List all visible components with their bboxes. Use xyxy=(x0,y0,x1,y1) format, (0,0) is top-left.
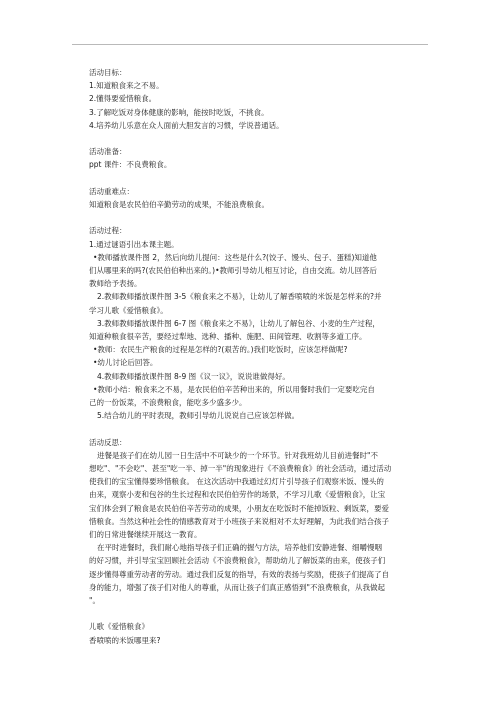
reflection-line: "。 xyxy=(89,596,100,606)
reflection-line: 由来，观察小麦和包谷的生长过程和农民伯伯劳作的场景，不学习儿歌《爱惜粮食》，让宝 xyxy=(89,490,386,500)
focus-heading: 活动重难点： xyxy=(89,186,134,196)
song-line: 香喷喷的米饭哪里来? xyxy=(89,635,161,645)
process-line: 5.结合幼儿的平时表现，教师引导幼儿说说自己应该怎样做。 xyxy=(97,411,300,421)
reflection-line: 惜粮食。当然这种社会性的情感教育对于小班孩子来说相对不太好理解，为此我们结合孩子 xyxy=(89,516,389,526)
goal-item: 1.知道粮食来之不易。 xyxy=(89,81,164,91)
reflection-line: 想吃"、"不会吃"、甚至"吃一半、掉一半"的现象进行《不浪费粮食》的社会活动，通过活动 xyxy=(89,464,392,474)
process-line: •教师：农民生产粮食的过程是怎样的?(艰苦的。)我们吃饭时，应该怎样做呢? xyxy=(93,345,348,355)
goal-item: 3.了解吃饭对身体健康的影响，能按时吃饭，不挑食。 xyxy=(89,107,269,117)
process-line: •幼儿讨论后回答。 xyxy=(93,358,158,368)
process-line: 己的一份饭菜，不浪费粮食，能吃多少盛多少。 xyxy=(89,398,247,408)
goal-item: 2.懂得要爱惜粮食。 xyxy=(89,94,157,104)
reflection-line: 逐步懂得尊重劳动者的劳动。通过我们反复的指导，有效的表扬与奖励，使孩子们提高了自 xyxy=(89,569,389,579)
process-line: 们从哪里来的吗?(农民伯伯种出来的。)•教师引导幼儿相互讨论，自由交流。幼儿回答后 xyxy=(89,266,378,275)
lesson-plan-body xyxy=(89,66,415,647)
reflection-line: 的好习惯，并引导宝宝回顾社会活动《不浪费粮食》，帮助幼儿了解饭菜的由来，使孩子们 xyxy=(89,556,386,566)
process-line: 3.教师教师播放课件图 6-7 图《粮食来之不易》，让幼儿了解包谷、小麦的生产过程， xyxy=(97,318,380,328)
goals-section xyxy=(89,66,415,132)
reflection-line: 使我们的宝宝懂得要珍惜粮食。 在这次活动中我通过幻灯片引导孩子们观察米饭、馒头的 xyxy=(89,477,384,487)
reflection-line: 们的日常进餐继续开展这一教育。 xyxy=(89,530,202,540)
process-line: 4.教师教师播放课件图 8-9 图《议一议》，说说谁做得好。 xyxy=(97,371,290,381)
process-line: 1.通过谜语引出本课主题。 xyxy=(89,239,179,249)
process-section xyxy=(89,224,415,422)
song-section xyxy=(89,620,415,646)
process-line: 2.教师教师播放课件图 3-5《粮食来之不易》，让幼儿了解香喷喷的米饭是怎样来的?并 xyxy=(97,292,382,302)
prep-section xyxy=(89,145,415,171)
reflection-section xyxy=(89,436,415,608)
reflection-line: 宝们体会到了粮食是农民伯伯辛苦劳动的成果，小朋友在吃饭时不能掉饭粒、剩饭菜，要爱 xyxy=(89,503,389,513)
process-heading: 活动过程： xyxy=(89,226,127,236)
prep-text: ppt 课件：不良费粮食。 xyxy=(89,160,172,170)
process-line: 教师给予表扬。 xyxy=(89,279,142,289)
process-line: 学习儿歌《爱惜粮食》。 xyxy=(89,305,168,315)
header-rule xyxy=(72,44,428,45)
process-line: •教师播放课件图 2，然后向幼儿提问：这些是什么?(饺子、馒头、包子、蛋糕)知道他 xyxy=(93,252,377,262)
reflection-line: 身的能力，增强了孩子们对他人的尊重，从而让孩子们真正感悟到"不浪费粮食，从我做起 xyxy=(89,582,385,592)
reflection-line: 在平时进餐时，我们耐心地指导孩子们正确的握勺方法，培养他们安静进餐、细嚼慢咽 xyxy=(97,543,382,553)
process-line: 知道种粮食很辛苦，要经过犁地、选种、播种、施肥、田间管理、收割等多道工序。 xyxy=(89,332,367,342)
focus-section xyxy=(89,185,415,211)
goal-item: 4.培养幼儿乐意在众人面前大胆发言的习惯，学说普通话。 xyxy=(89,120,284,130)
process-line: •教师小结：粮食来之不易，是农民伯伯辛苦种出来的，所以用餐时我们一定要吃完自 xyxy=(93,384,375,394)
song-title: 儿歌《爱惜粮食》 xyxy=(89,622,149,632)
prep-heading: 活动准备： xyxy=(89,147,127,157)
reflection-line: 进餐是孩子们在幼儿园一日生活中不可缺少的一个环节。针对我班幼儿目前进餐时"不 xyxy=(97,450,378,460)
focus-text: 知道粮食是农民伯伯辛勤劳动的成果，不能浪费粮食。 xyxy=(89,200,269,209)
reflection-heading: 活动反思： xyxy=(89,437,127,447)
goals-heading: 活动目标： xyxy=(89,68,127,77)
